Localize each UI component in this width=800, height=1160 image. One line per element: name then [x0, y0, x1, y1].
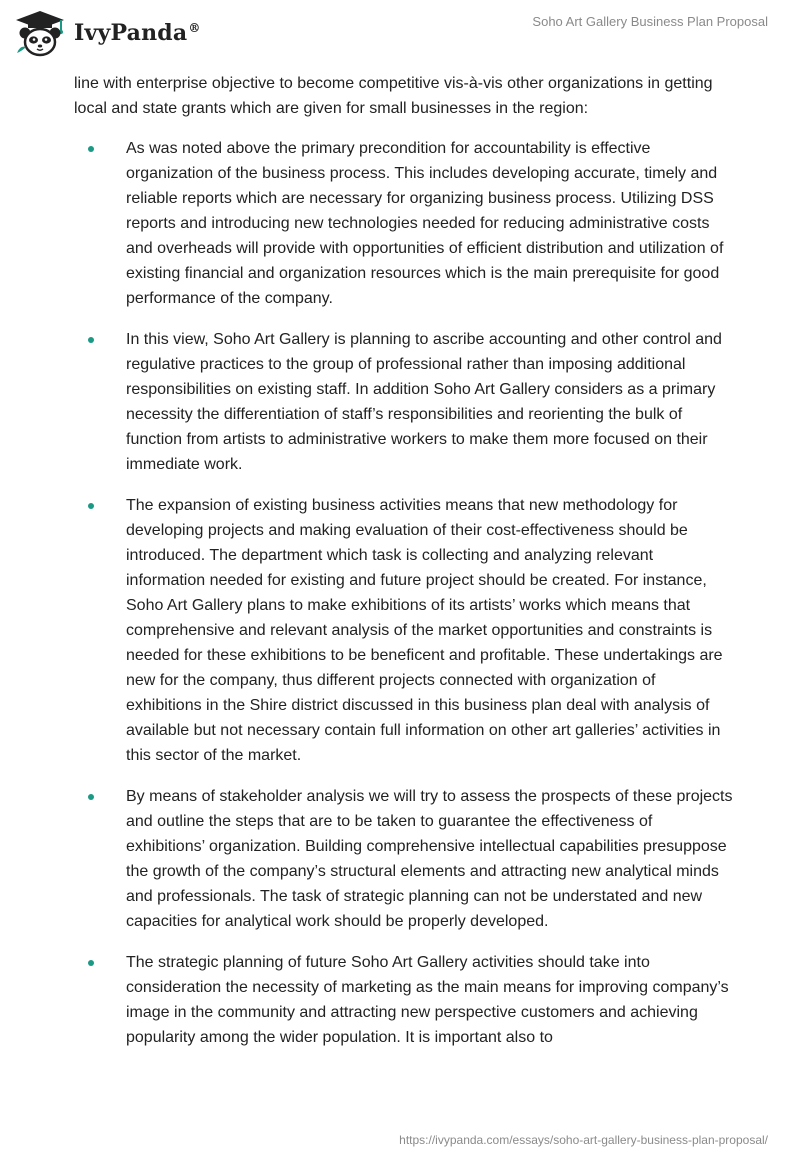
source-url-link[interactable]: https://ivypanda.com/essays/soho-art-gallery-business-plan-proposal/ — [399, 1133, 768, 1147]
list-item — [74, 493, 734, 768]
list-item — [74, 136, 734, 311]
brand-name: IvyPanda® — [74, 20, 201, 46]
bullet-icon — [88, 146, 94, 152]
brand-logo[interactable] — [14, 8, 201, 58]
bullet-icon — [88, 794, 94, 800]
list-item — [74, 784, 734, 934]
bullet-list — [74, 136, 734, 1050]
list-item-text: By means of stakeholder analysis we will try to assess the prospects of these projects and outline the steps that are to be taken to guarantee the effectiveness of exhibitions’ organization. Building comprehensive intellectual capabilities presuppose the growth of the company’s structural elements and attracting new analytical minds and professionals. The task of strategic planning can not be understated and new capacities for analytical work should be properly developed. — [126, 788, 733, 930]
registered-mark: ® — [188, 20, 201, 35]
panda-graduate-icon — [14, 9, 66, 57]
bullet-icon — [88, 337, 94, 343]
list-item — [74, 327, 734, 477]
list-item-text: The expansion of existing business activities means that new methodology for developing projects and making evaluation of their cost-effectiveness should be introduced. The department which task is collecting and analyzing relevant information needed for existing and future project should be created. For instance, Soho Art Gallery plans to make exhibitions of its artists’ works which means that comprehensive and relevant analysis of the market opportunities and constraints is needed for these exhibitions to be beneficent and profitable. These undertakings are new for the company, thus different projects connected with organization of exhibitions in the Shire district discussed in this business plan deal with analysis of available but not necessary contain full information on other art galleries’ activities in this sector of the market. — [126, 497, 723, 764]
document-title: Soho Art Gallery Business Plan Proposal — [532, 14, 768, 29]
list-item-text: The strategic planning of future Soho Art Gallery activities should take into consideration the necessity of marketing as the main means for improving company’s image in the community and attracting new perspective customers and achieving popularity among the wider population. It is important also to — [126, 954, 729, 1046]
bullet-icon — [88, 503, 94, 509]
list-item-text: In this view, Soho Art Gallery is planning to ascribe accounting and other control and regulative practices to the group of professional rather than imposing additional responsibilities on existing staff. In addition Soho Art Gallery considers as a primary necessity the differentiation of staff’s responsibilities and reorienting the bulk of function from artists to administrative workers to make them more focused on their immediate work. — [126, 331, 722, 473]
intro-paragraph: line with enterprise objective to become competitive vis-à-vis other organizations in getting local and state grants which are given for small businesses in the region: — [74, 75, 713, 117]
bullet-icon — [88, 960, 94, 966]
list-item — [74, 950, 734, 1050]
list-item-text: As was noted above the primary precondition for accountability is effective organization of the business process. This includes developing accurate, timely and reliable reports which are necessary for organizing business process. Utilizing DSS reports and introducing new technologies needed for reducing administrative costs and overheads will provide with opportunities of efficient distribution and utilization of existing financial and organization resources which is the main prerequisite for good performance of the company. — [126, 140, 724, 307]
document-body — [74, 71, 734, 1066]
page-header — [0, 0, 800, 60]
